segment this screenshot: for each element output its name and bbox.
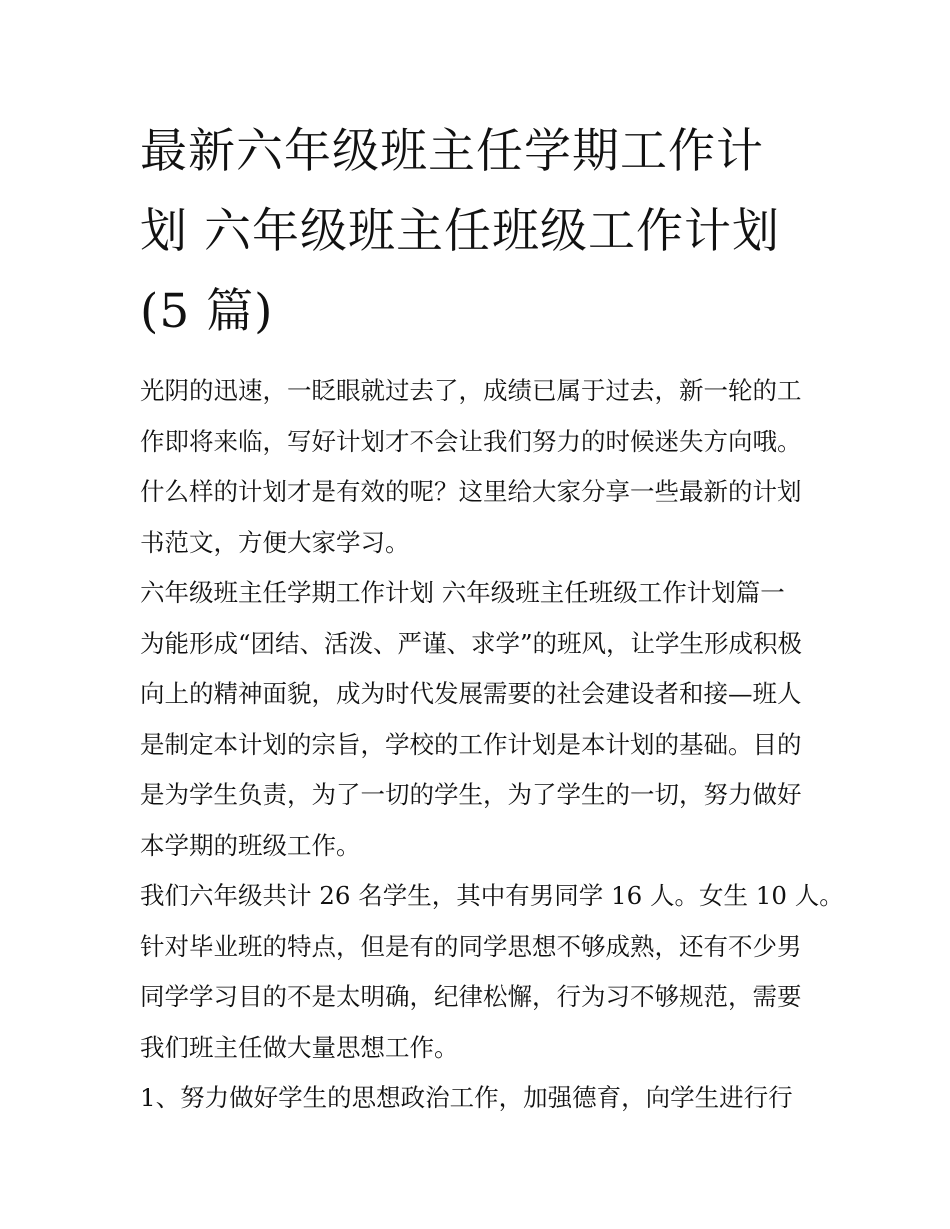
text-line: 本学期的班级工作。 [140, 830, 361, 860]
text-line: 同学学习目的不是太明确，纪律松懈，行为习不够规范，需要 [140, 982, 802, 1011]
text-line: 作即将来临，写好计划才不会让我们努力的时候迷失方向哦。 [140, 426, 802, 456]
title-line-3: (5 篇) [140, 284, 274, 339]
text-line: 光阴的迅速，一眨眼就过去了，成绩已属于过去，新一轮的工 [140, 376, 802, 405]
text-line: 1、努力做好学生的思想政治工作，加强德育，向学生进行行 [140, 1083, 793, 1112]
text-line: 是制定本计划的宗旨，学校的工作计划是本计划的基础。目的 [140, 729, 802, 759]
text-line: 什么样的计划才是有效的呢？这里给大家分享一些最新的计划 [140, 477, 802, 506]
intro-paragraph [140, 366, 812, 568]
text-line: 我们六年级共计 26 名学生，其中有男同学 16 人。女生 10 人。 [140, 881, 844, 910]
class-info-paragraph [140, 871, 844, 1073]
text-line: 是为学生负责，为了一切的学生，为了学生的一切，努力做好 [140, 780, 802, 809]
document-title [140, 112, 812, 352]
text-line: 书范文，方便大家学习。 [140, 527, 410, 557]
section-heading-paragraph [140, 568, 812, 871]
title-line-2: 划 六年级班主任班级工作计划 [140, 204, 780, 259]
text-line: 六年级班主任学期工作计划 六年级班主任班级工作计划篇一 [140, 578, 785, 607]
text-line: 我们班主任做大量思想工作。 [140, 1032, 459, 1062]
document-page [140, 112, 844, 1124]
text-line: 针对毕业班的特点，但是有的同学思想不够成熟，还有不少男 [140, 931, 802, 961]
text-line: 为能形成“团结、活泼、严谨、求学”的班风，让学生形成积极 [140, 628, 803, 658]
text-line: 向上的精神面貌，成为时代发展需要的社会建设者和接—班人 [140, 679, 802, 708]
list-item-paragraph [140, 1073, 812, 1124]
title-line-1: 最新六年级班主任学期工作计 [140, 124, 764, 179]
